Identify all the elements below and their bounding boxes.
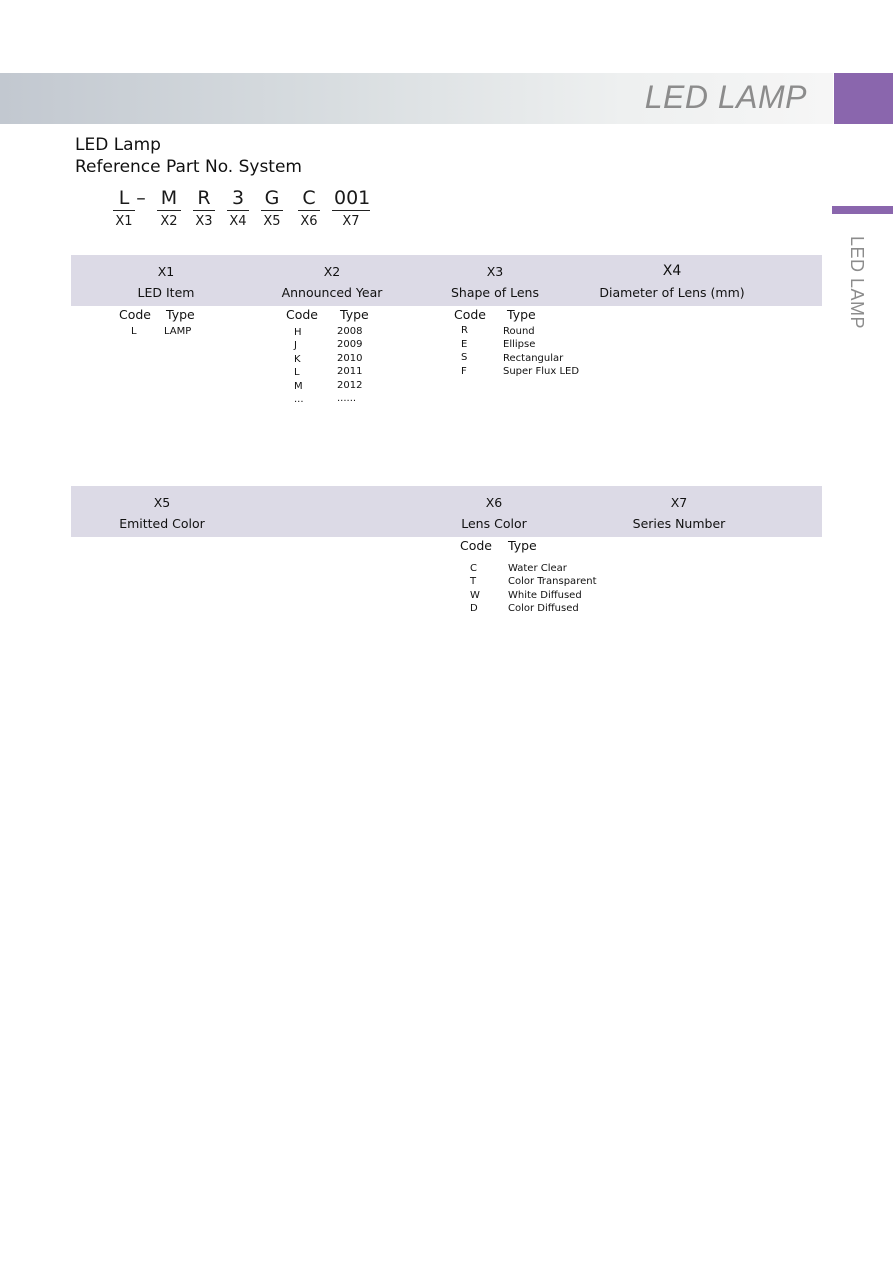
x6-entry-type: Color Diffused — [508, 603, 579, 614]
pn-char-x4: 3 — [227, 186, 249, 211]
pn-x1 — [113, 186, 135, 231]
table1-header-x3 — [435, 261, 555, 303]
header-name: Shape of Lens — [450, 285, 539, 300]
pn-char-x5: G — [261, 186, 283, 211]
pn-x7 — [332, 186, 370, 231]
pn-x2 — [157, 186, 181, 231]
x6-entry-type: White Diffused — [508, 590, 582, 601]
pn-x3 — [193, 186, 215, 231]
x3-entry-type: Ellipse — [503, 339, 536, 350]
x2-entry-type: ...... — [337, 393, 357, 404]
table2-header-x5 — [107, 492, 217, 534]
x1-entry-code: L — [131, 326, 137, 337]
header-name: Announced Year — [281, 285, 383, 300]
x3-entry-type: Super Flux LED — [503, 366, 580, 377]
x2-entry-type: 2009 — [337, 339, 363, 350]
x6-entry-type: Water Clear — [508, 563, 567, 574]
pn-label-x3: X3 — [195, 214, 213, 229]
side-section-label: LED LAMP — [847, 236, 867, 330]
pn-x6 — [298, 186, 320, 231]
header-accent-tab — [834, 73, 893, 124]
header-name: Emitted Color — [119, 516, 205, 531]
x6-type-heading: Type — [508, 538, 537, 553]
pn-dash-char: – — [136, 187, 146, 209]
pn-x5 — [261, 186, 283, 231]
x2-entry-code: ... — [294, 394, 304, 405]
pn-char-x3: R — [193, 186, 215, 211]
table2-header-x6 — [434, 492, 554, 534]
x2-entry-code: H — [294, 327, 302, 338]
x2-entry-type: 2010 — [337, 353, 363, 364]
x3-entry-code: R — [461, 325, 468, 336]
x2-entry-type: 2008 — [337, 326, 363, 337]
pn-char-x6: C — [298, 186, 320, 211]
x2-entry-type: 2011 — [337, 366, 363, 377]
header-code: X7 — [670, 495, 688, 510]
header-code: X1 — [157, 264, 175, 279]
table1-header-x2 — [267, 261, 397, 303]
x6-entry-code: D — [470, 603, 478, 614]
pn-char-x7: 001 — [334, 187, 371, 209]
x2-type-heading: Type — [340, 307, 369, 322]
x6-entry-code: C — [470, 563, 477, 574]
header-name: Series Number — [632, 516, 726, 531]
x6-entry-code: T — [470, 576, 477, 587]
document-title — [75, 134, 302, 178]
pn-dash — [133, 186, 149, 210]
pn-label-x1: X1 — [115, 214, 133, 229]
x1-entry-type: LAMP — [164, 326, 192, 337]
header-band — [0, 73, 833, 124]
x2-entry-code: K — [294, 354, 301, 365]
x3-entry-code: F — [461, 366, 467, 377]
header-name: Lens Color — [461, 516, 527, 531]
x2-code-heading: Code — [286, 307, 319, 322]
table1-header-x1 — [111, 261, 221, 303]
x3-entry-type: Rectangular — [503, 353, 564, 364]
pn-label-x2: X2 — [160, 214, 178, 229]
pn-label-x5: X5 — [263, 214, 281, 229]
pn-label-x7: X7 — [342, 214, 360, 229]
table1-header-x4 — [592, 261, 752, 303]
header-title: LED LAMP — [644, 79, 807, 115]
x2-entry-type: 2012 — [337, 380, 363, 391]
x2-entry-code: L — [294, 367, 300, 378]
header-code: X6 — [485, 495, 503, 510]
x3-entry-code: E — [461, 339, 468, 350]
header-name: LED Item — [137, 285, 195, 300]
header-code: X2 — [323, 264, 341, 279]
table2-header-x7 — [619, 492, 739, 534]
pn-char-x2: M — [157, 186, 181, 211]
pn-char-x1: L — [113, 186, 135, 211]
pn-x4 — [227, 186, 249, 231]
title-line-2: Reference Part No. System — [75, 157, 302, 177]
x1-type-heading: Type — [166, 307, 195, 322]
header-code: X3 — [486, 264, 504, 279]
x6-entry-code: W — [470, 590, 480, 601]
side-accent-bar — [832, 206, 893, 214]
pn-label-x6: X6 — [300, 214, 318, 229]
x6-entry-type: Color Transparent — [508, 576, 597, 587]
x3-entry-type: Round — [503, 326, 535, 337]
header-code: X5 — [153, 495, 171, 510]
x6-code-heading: Code — [460, 538, 493, 553]
x3-code-heading: Code — [454, 307, 487, 322]
x3-type-heading: Type — [507, 307, 536, 322]
x2-entry-code: J — [294, 340, 297, 351]
header-name: Diameter of Lens (mm) — [599, 285, 745, 300]
pn-label-x4: X4 — [229, 214, 247, 229]
table2-header-band — [71, 486, 822, 537]
table1-header-band — [71, 255, 822, 306]
x3-entry-code: S — [461, 352, 468, 363]
x1-code-heading: Code — [119, 307, 152, 322]
title-line-1: LED Lamp — [75, 135, 161, 155]
header-code: X4 — [662, 263, 682, 279]
x2-entry-code: M — [294, 381, 303, 392]
